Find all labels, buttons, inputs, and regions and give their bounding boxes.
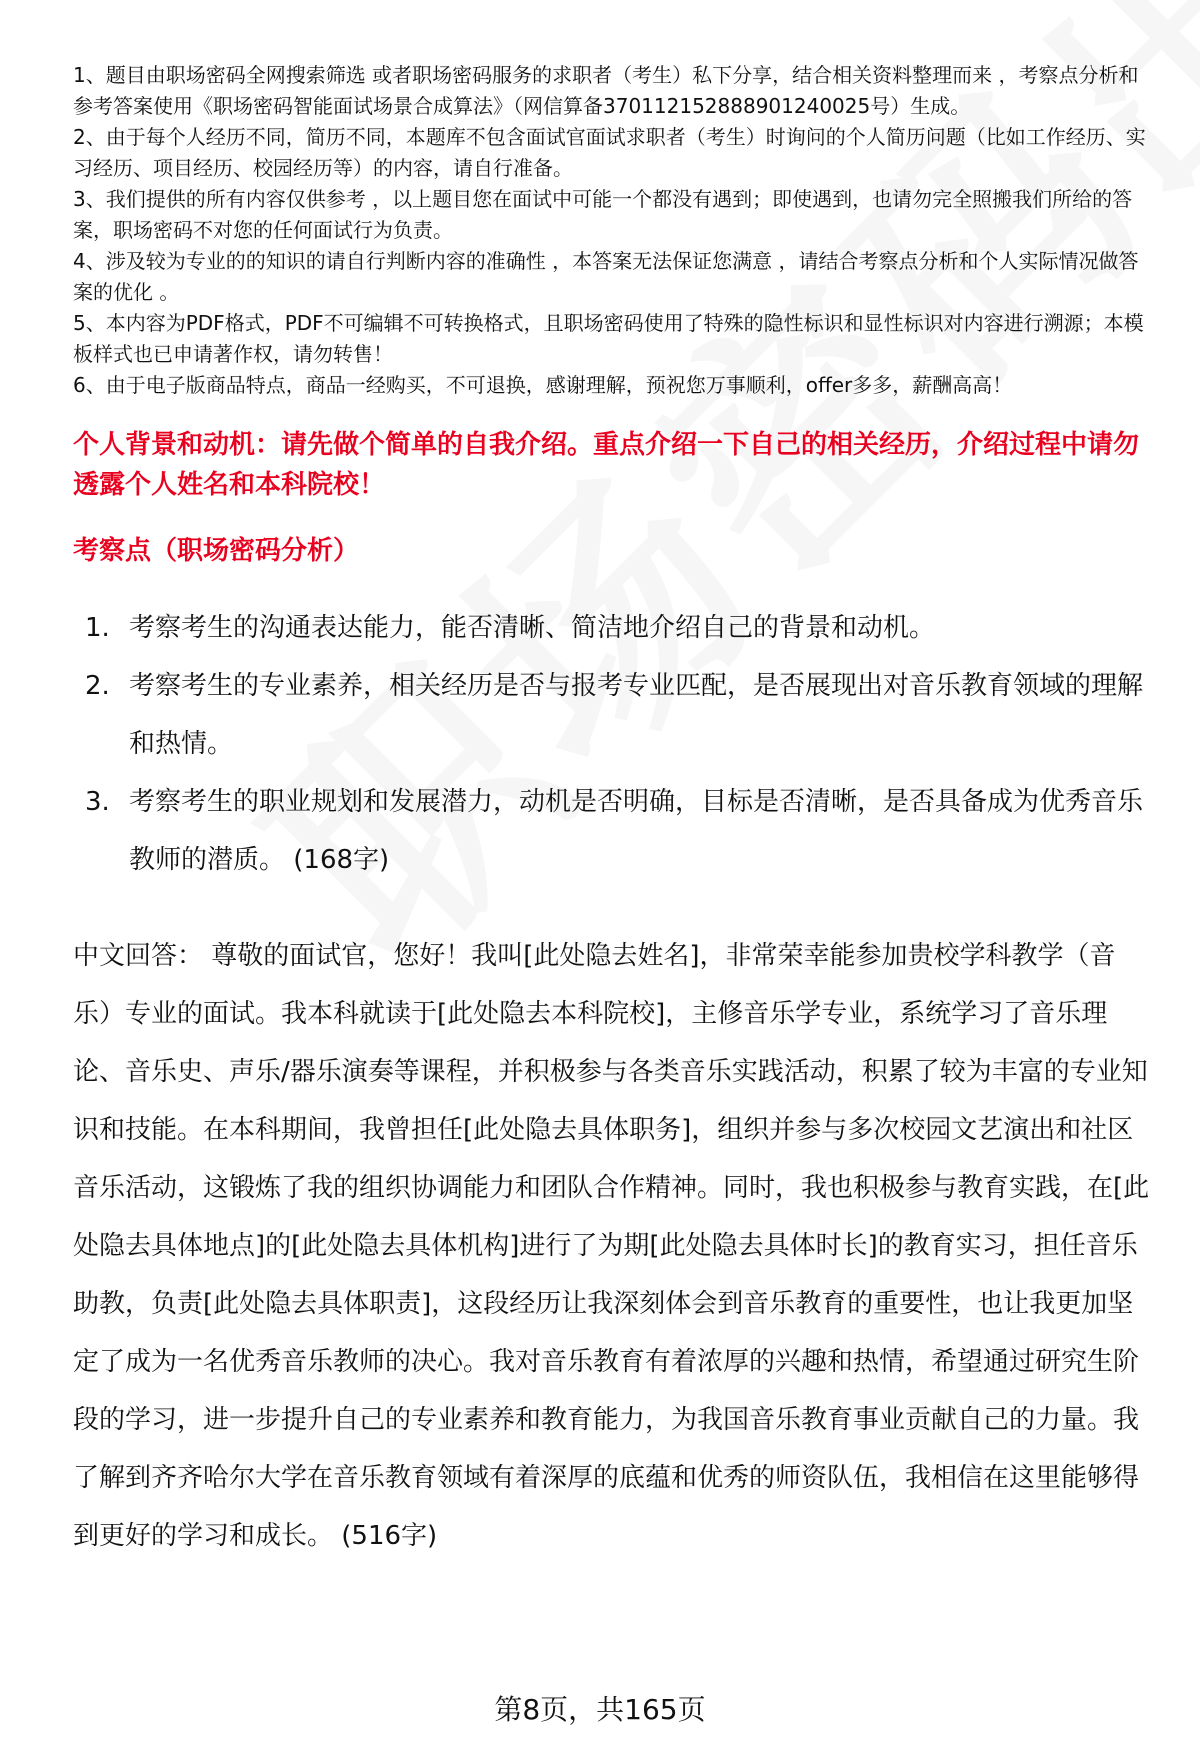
point-number: 3.: [85, 787, 110, 817]
point-item: [73, 599, 1153, 657]
question-heading: 个人背景和动机：请先做个简单的自我介绍。重点介绍一下自己的相关经历，介绍过程中请勿透露个人姓名和本科院校！: [73, 430, 1140, 500]
notice-item: 4、涉及较为专业的的知识的请自行判断内容的准确性 ，本答案无法保证您满意 ，请结合考察点分析和个人实际情况做答案的优化 。: [73, 249, 1139, 304]
points-list: [73, 599, 1153, 889]
point-number: 1.: [85, 613, 110, 643]
points-heading: 考察点（职场密码分析）: [73, 536, 360, 566]
notice-item: 3、我们提供的所有内容仅供参考 ，以上题目您在面试中可能一个都没有遇到；即使遇到，也请勿完全照搬我们所给的答案，职场密码不对您的任何面试行为负责。: [73, 187, 1133, 242]
notice-item: 1、题目由职场密码全网搜索筛选 或者职场密码服务的求职者（考生）私下分享，结合相关资料整理而来 ，考察点分析和参考答案使用《职场密码智能面试场景合成算法》（网信算备370112152888901240025号）生成。: [73, 63, 1139, 118]
answer-text: 中文回答： 尊敬的面试官，您好！我叫[此处隐去姓名]，非常荣幸能参加贵校学科教学（音乐）专业的面试。我本科就读于[此处隐去本科院校]，主修音乐学专业，系统学习了音乐理论、音乐史、声乐/器乐演奏等课程，并积极参与各类音乐实践活动，积累了较为丰富的专业知识和技能。在本科期间，我曾担任[此处隐去具体职务]，组织并参与多次校园文艺演出和社区音乐活动，这锻炼了我的组织协调能力和团队合作精神。同时，我也积极参与教育实践，在[此处隐去具体地点]的[此处隐去具体机构]进行了为期[此处隐去具体时长]的教育实习，担任音乐助教，负责[此处隐去具体职责]，这段经历让我深刻体会到音乐教育的重要性，也让我更加坚定了成为一名优秀音乐教师的决心。我对音乐教育有着浓厚的兴趣和热情，希望通过研究生阶段的学习，进一步提升自己的专业素养和教育能力，为我国音乐教育事业贡献自己的力量。我了解到齐齐哈尔大学在音乐教育领域有着深厚的底蕴和优秀的师资队伍，我相信在这里能够得到更好的学习和成长。 (516字): [73, 941, 1150, 1551]
point-text: 考察考生的专业素养，相关经历是否与报考专业匹配，是否展现出对音乐教育领域的理解和热情。: [129, 671, 1144, 759]
notice-list: [73, 60, 1153, 401]
point-item: [73, 657, 1153, 773]
notice-item: 2、由于每个人经历不同，简历不同，本题库不包含面试官面试求职者（考生）时询问的个人简历问题（比如工作经历、实习经历、项目经历、校园经历等）的内容，请自行准备。: [73, 125, 1146, 180]
point-number: 2.: [85, 671, 110, 701]
point-item: [73, 773, 1153, 889]
document-page: [73, 60, 1153, 1591]
notice-item: 5、本内容为PDF格式，PDF不可编辑不可转换格式，且职场密码使用了特殊的隐性标识和显性标识对内容进行溯源；本模板样式也已申请著作权，请勿转售！: [73, 311, 1144, 366]
notice-item: 6、由于电子版商品特点，商品一经购买，不可退换，感谢理解，预祝您万事顺利，offer多多，薪酬高高！: [73, 373, 1013, 397]
point-text: 考察考生的沟通表达能力，能否清晰、简洁地介绍自己的背景和动机。: [129, 613, 936, 643]
point-text: 考察考生的职业规划和发展潜力，动机是否明确，目标是否清晰，是否具备成为优秀音乐教师的潜质。 (168字): [129, 787, 1144, 875]
page-number: 第8页，共165页: [494, 1693, 706, 1726]
